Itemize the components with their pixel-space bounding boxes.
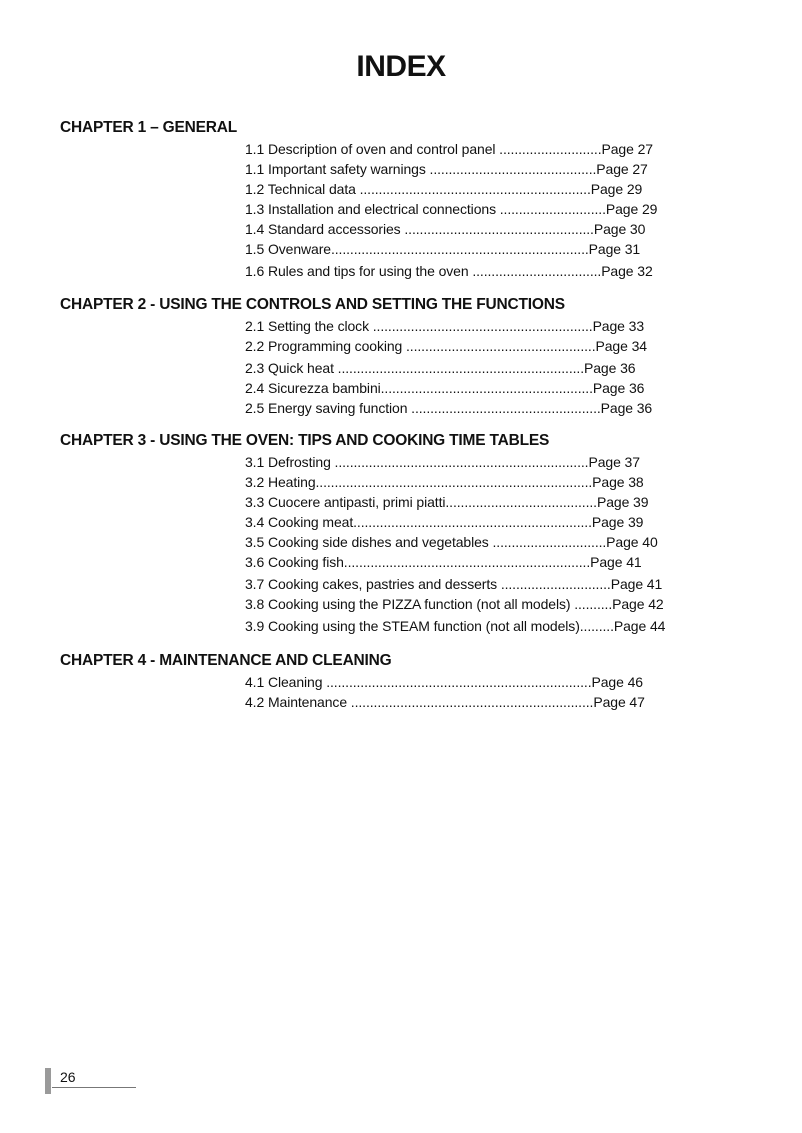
toc-entries [245,672,760,712]
toc-entry: 4.2 Maintenance ................................................................Page 47 [245,694,645,710]
toc-entry: 3.4 Cooking meat...............................................................Page 39 [245,514,644,530]
toc-entry: 3.8 Cooking using the PIZZA function (not all models) ..........Page 42 [245,596,664,612]
toc-entry: 4.1 Cleaning ......................................................................Page 46 [245,674,643,690]
page-title: INDEX [356,50,446,83]
footer-marker-bar [45,1068,51,1094]
chapter-heading: CHAPTER 4 - MAINTENANCE AND CLEANING [60,652,392,669]
chapter-4 [60,650,760,712]
toc-entry: 1.1 Description of oven and control panel ...........................Page 27 [245,141,653,157]
toc-entry: 2.4 Sicurezza bambini........................................................Page 36 [245,380,645,396]
toc-entry: 1.6 Rules and tips for using the oven ..................................Page 32 [245,263,653,279]
toc-entry: 3.7 Cooking cakes, pastries and desserts .............................Page 41 [245,576,663,592]
chapter-heading: CHAPTER 2 - USING THE CONTROLS AND SETTING THE FUNCTIONS [60,296,565,313]
toc-entries [245,452,760,636]
toc-entry: 1.3 Installation and electrical connections ............................Page 29 [245,201,658,217]
chapter-heading: CHAPTER 1 – GENERAL [60,119,238,136]
toc-entry: 1.2 Technical data .............................................................Page 29 [245,181,643,197]
toc-entries [245,316,760,418]
toc-entries [245,139,760,281]
toc-entry: 3.5 Cooking side dishes and vegetables ..............................Page 40 [245,534,658,550]
toc-entry: 1.4 Standard accessories ..................................................Page 30 [245,221,646,237]
toc-entry: 3.2 Heating.........................................................................Page 38 [245,474,644,490]
toc-entry: 3.6 Cooking fish.................................................................Page 41 [245,554,642,570]
toc-entry: 2.3 Quick heat .................................................................Page 36 [245,360,636,376]
chapter-2 [60,294,760,418]
toc-entry: 3.1 Defrosting ...................................................................Page 37 [245,454,640,470]
toc-entry: 1.1 Important safety warnings ............................................Page 27 [245,161,648,177]
page-number: 26 [60,1069,76,1085]
toc-entry: 1.5 Ovenware....................................................................Page 31 [245,241,641,257]
toc-entry: 2.2 Programming cooking ..................................................Page 34 [245,338,647,354]
footer-rule [52,1087,136,1088]
chapter-heading: CHAPTER 3 - USING THE OVEN: TIPS AND COOKING TIME TABLES [60,432,550,449]
toc-entry: 2.5 Energy saving function ..................................................Page 36 [245,400,653,416]
toc-entry: 3.3 Cuocere antipasti, primi piatti........................................Page 39 [245,494,649,510]
toc-entry: 3.9 Cooking using the STEAM function (not all models).........Page 44 [245,618,666,634]
chapter-1 [60,117,760,281]
chapter-3 [60,430,760,636]
toc-entry: 2.1 Setting the clock ..........................................................Page 33 [245,318,645,334]
